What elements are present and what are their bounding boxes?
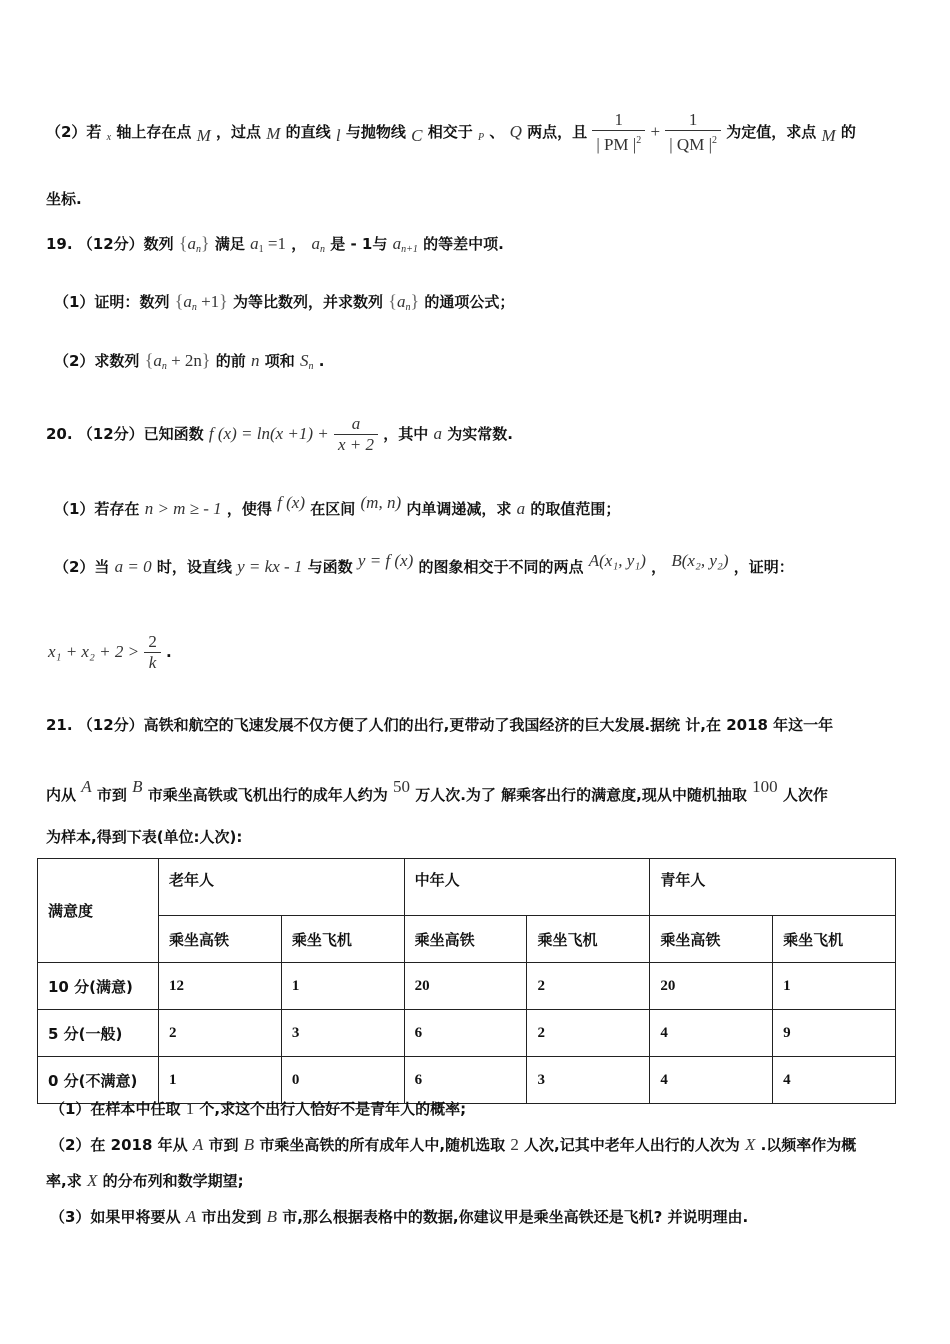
table-group-header: 中年人	[404, 859, 650, 916]
table-cell: 6	[404, 1010, 527, 1057]
table-group-header: 老年人	[159, 859, 405, 916]
fraction-a-over-x2: $\frac{a}{x + 2}$	[334, 414, 378, 455]
table-cell: 20	[404, 963, 527, 1010]
table-row	[38, 1010, 896, 1057]
table-sub-header: 乘坐飞机	[527, 916, 650, 963]
row-label: 10 分(满意)	[38, 963, 159, 1010]
table-cell: 6	[404, 1057, 527, 1104]
table-cell: 3	[527, 1057, 650, 1104]
q18-part2-continuation: 坐标.	[46, 190, 82, 208]
table-cell: 2	[527, 1010, 650, 1057]
q21-part2: （2）在 2018 年从 A 市到 B 市乘坐高铁的所有成年人中,随机选取 2 人次,记其中老年人出行的人次为 X .以频率作为概	[50, 1135, 857, 1154]
table-cell: 20	[650, 963, 773, 1010]
fraction-qm: $\frac{1}{| QM |^2}$	[665, 110, 721, 155]
table-cell: 4	[650, 1010, 773, 1057]
table-row	[38, 1057, 896, 1104]
row-label: 5 分(一般)	[38, 1010, 159, 1057]
q21-part3: （3）如果甲将要从 A 市出发到 B 市,那么根据表格中的数据,你建议甲是乘坐高铁还是飞机? 并说明理由.	[50, 1207, 749, 1226]
q21-part2-continuation: 率,求 X 的分布列和数学期望;	[46, 1171, 244, 1190]
table-sub-header: 乘坐高铁	[650, 916, 773, 963]
table-cell: 12	[159, 963, 282, 1010]
q18-part2-line: （2）若 $_x$ 轴上存在点 M ，过点 M 的直线 l 与抛物线 C 相交于 $_P$ 、 Q 两点，且 $\frac{1}{| PM |^2}$ + $\frac{1}{| QM |^2}$ 为定值，求点 M 的	[46, 110, 856, 154]
table-cell: 1	[773, 963, 896, 1010]
satisfaction-table	[37, 858, 896, 1104]
q20-part1: （1）若存在 n > m ≥ - 1 ，使得 f (x) 在区间 (m, n) 内单调递减，求 a 的取值范围；	[54, 493, 621, 518]
q20-part2: （2）当 a = 0 时，设直线 y = kx - 1 与函数 y = f (x) 的图象相交于不同的两点 A(x₁, y₁) ， B(x₂, y₂) ，证明：	[54, 551, 794, 576]
table-cell: 0	[281, 1057, 404, 1104]
q21-line1: 21. （12分）高铁和航空的飞速发展不仅方便了人们的出行,更带动了我国经济的巨大发展.据统 计,在 2018 年这一年	[46, 716, 834, 734]
table-sub-header: 乘坐高铁	[159, 916, 282, 963]
q19-part2: （2）求数列 $\{a_n + 2n\}$ 的前 n 项和 $S_n$ .	[54, 350, 325, 372]
q19-header: 19. （12分）数列 $\{a_n\}$ 满足 $a_1 =1$ ， $a_n$ 是 - 1与 $a_{n+1}$ 的等差中项.	[46, 233, 504, 255]
row-label: 0 分(不满意)	[38, 1057, 159, 1104]
fraction-pm: $\frac{1}{| PM |^2}$	[592, 110, 645, 155]
table-cell: 9	[773, 1010, 896, 1057]
table-cell: 3	[281, 1010, 404, 1057]
table-sub-header: 乘坐高铁	[404, 916, 527, 963]
table-cell: 1	[281, 963, 404, 1010]
q20-inequality: x₁ + x₂ + 2 > $\frac{2}{k}$ .	[48, 632, 172, 672]
q20-header: 20. （12分）已知函数 f (x) = ln(x +1) + $\frac{a}{x + 2}$ ，其中 a 为实常数.	[46, 414, 513, 454]
table-corner: 满意度	[38, 859, 159, 963]
table-row	[38, 963, 896, 1010]
q21-part1: （1）在样本中任取 1 个,求这个出行人恰好不是青年人的概率;	[50, 1099, 467, 1118]
table-cell: 1	[159, 1057, 282, 1104]
table-cell: 2	[527, 963, 650, 1010]
q21-line2: 内从 A 市到 B 市乘坐高铁或飞机出行的成年人约为 50 万人次.为了 解乘客出行的满意度,现从中随机抽取 100 人次作	[46, 777, 828, 804]
math-M: M	[196, 126, 211, 145]
table-cell: 4	[650, 1057, 773, 1104]
table-cell: 4	[773, 1057, 896, 1104]
q19-part1: （1）证明：数列 $\{a_n +1\}$ 为等比数列，并求数列 $\{a_n\}$ 的通项公式；	[54, 291, 515, 313]
math-x: x	[106, 132, 112, 143]
table-sub-header: 乘坐飞机	[281, 916, 404, 963]
table-cell: 2	[159, 1010, 282, 1057]
fraction-2-over-k: $\frac{2}{k}$	[144, 632, 161, 673]
q21-line3: 为样本,得到下表(单位:人次):	[46, 828, 243, 846]
table-sub-header: 乘坐飞机	[773, 916, 896, 963]
table-group-header: 青年人	[650, 859, 896, 916]
